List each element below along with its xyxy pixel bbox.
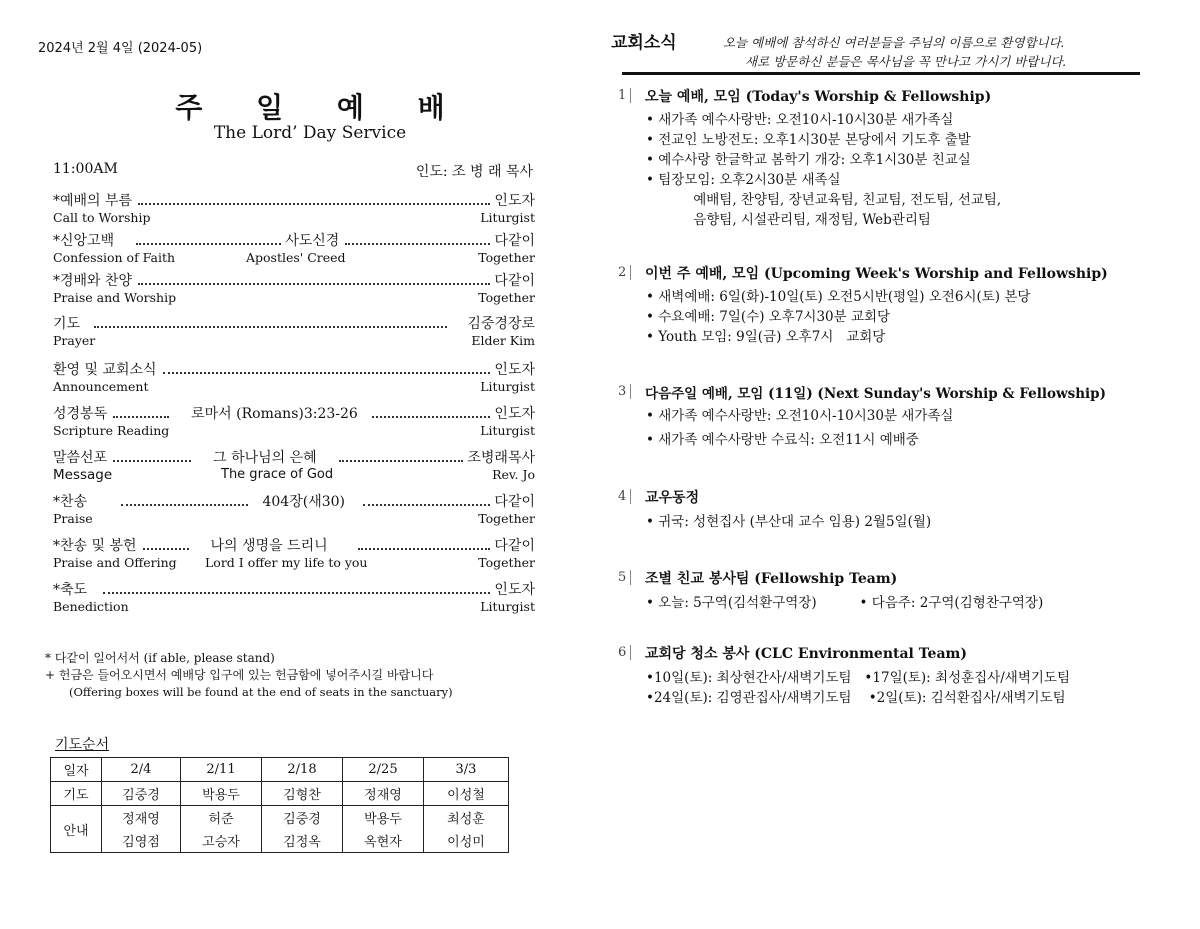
- list-item: • 새가족 예수사랑반 수료식: 오전11시 예배중: [646, 432, 919, 448]
- prayer-schedule-title: 기도순서: [55, 737, 110, 753]
- note-offering-en: (Offering boxes will be found at the end of seats in the sanctuary): [69, 685, 453, 699]
- table-cell: 정재영: [343, 782, 424, 806]
- table-cell: 기도: [51, 782, 102, 806]
- prayer-schedule-table: [50, 757, 509, 853]
- table-header-cell: 2/11: [181, 758, 262, 782]
- service-title-korean: 주 일 예 배: [175, 91, 467, 124]
- section-number: 3: [618, 384, 631, 399]
- table-cell: 정재영: [102, 806, 181, 830]
- order-item-prayer: [53, 314, 535, 352]
- order-item-right-en: Together: [478, 250, 535, 265]
- header-divider: [622, 72, 1140, 75]
- order-item-mid-en: Apostles' Creed: [246, 250, 346, 265]
- table-cell: 김형찬: [262, 782, 343, 806]
- list-item: •10일(토): 최상현간사/새벽기도팀 •17일(토): 최성훈집사/새벽기도팀: [646, 670, 1070, 686]
- order-item-ko: *예배의 부름: [53, 193, 133, 209]
- table-cell: 이성철: [424, 782, 509, 806]
- order-item-right: 인도자: [494, 582, 535, 598]
- order-item-right: 인도자: [494, 406, 535, 422]
- order-item-right: 인도자: [494, 362, 535, 378]
- order-item-mid: 그 하나님의 은혜: [213, 450, 317, 466]
- order-item-ko: 말씀선포: [53, 450, 108, 466]
- order-item-right: 다같이: [494, 273, 535, 289]
- order-item-praise-worship: [53, 271, 535, 309]
- service-leader: 인도: 조 병 래 목사: [415, 164, 533, 180]
- order-item-right-en: Liturgist: [480, 210, 535, 225]
- order-item-ko: 기도: [53, 316, 81, 332]
- list-item: • 새가족 예수사랑반: 오전10시-10시30분 새가족실: [646, 112, 954, 128]
- table-cell: 최성훈: [424, 806, 509, 830]
- order-item-right-en: Elder Kim: [471, 333, 535, 348]
- list-item: •24일(토): 김영관집사/새벽기도팀 •2일(토): 김석환집사/새벽기도팀: [646, 690, 1066, 706]
- service-time: 11:00AM: [53, 161, 118, 177]
- order-item-ko: *축도: [53, 582, 88, 598]
- service-title-english: The Lord’ Day Service: [213, 123, 407, 143]
- order-item-message: [53, 448, 535, 486]
- table-header-cell: 2/4: [102, 758, 181, 782]
- list-item: • 귀국: 성현집사 (부산대 교수 임용) 2월5일(월): [646, 514, 932, 530]
- section-number: 2: [618, 265, 631, 280]
- table-cell: 김영점: [102, 829, 181, 853]
- order-item-ko: 성경봉독: [53, 406, 108, 422]
- section-number: 1: [618, 88, 631, 103]
- order-item-right: 인도자: [494, 193, 535, 209]
- list-item: • Youth 모임: 9일(금) 오후7시 교회당: [646, 329, 886, 345]
- order-item-mid: 로마서 (Romans)3:23-26: [191, 406, 358, 422]
- order-item-right-en: Together: [478, 290, 535, 305]
- section-heading: 다음주일 예배, 모임 (11일) (Next Sunday's Worship & Fellowship): [645, 386, 1107, 402]
- order-item-en: Confession of Faith: [53, 250, 176, 265]
- order-item-mid: 404장(새30): [262, 494, 345, 510]
- section-heading: 오늘 예배, 모임 (Today's Worship & Fellowship): [645, 89, 992, 105]
- order-item-ko: *찬송: [53, 494, 88, 510]
- order-item-ko: 환영 및 교회소식: [53, 362, 157, 378]
- table-header-cell: 2/18: [262, 758, 343, 782]
- order-item-right-en: Together: [478, 511, 535, 526]
- list-item: • 새가족 예수사랑반: 오전10시-10시30분 새가족실: [646, 408, 954, 424]
- section-heading: 교회당 청소 봉사 (CLC Environmental Team): [645, 646, 967, 662]
- table-cell: 박용두: [181, 782, 262, 806]
- table-row: [51, 758, 509, 782]
- table-header-cell: 2/25: [343, 758, 424, 782]
- welcome-line-2: 새로 방문하신 분들은 목사님을 꼭 만나고 가시기 바랍니다.: [745, 54, 1067, 69]
- table-cell: 김중경: [262, 806, 343, 830]
- order-item-ko: *경배와 찬양: [53, 273, 133, 289]
- order-item-right: 다같이: [494, 494, 535, 510]
- order-item-right: 다같이: [494, 233, 536, 249]
- order-item-en: Scripture Reading: [53, 423, 170, 438]
- order-item-ko: *신앙고백: [53, 233, 115, 249]
- order-item-mid-en: The grace of God: [221, 467, 334, 482]
- news-title: 교회소식: [611, 33, 677, 53]
- order-item-en: Message: [53, 467, 113, 483]
- list-item: 음향팀, 시설관리팀, 재정팀, Web관리팀: [646, 212, 931, 228]
- table-cell: 옥현자: [343, 829, 424, 853]
- order-item-en: Praise and Offering: [53, 555, 177, 570]
- order-item-hymn: [53, 492, 535, 530]
- order-item-scripture: [53, 404, 535, 442]
- section-number: 4: [618, 489, 631, 504]
- order-item-call-to-worship: [53, 191, 535, 229]
- table-row: [51, 806, 509, 830]
- order-item-en: Praise: [53, 511, 93, 526]
- order-item-right: 김중경장로: [467, 316, 535, 332]
- section-number: 6: [618, 645, 631, 660]
- table-row: [51, 829, 509, 853]
- list-item: • 예수사랑 한글학교 봄학기 개강: 오후1시30분 친교실: [646, 152, 971, 168]
- order-item-right-en: Rev. Jo: [492, 467, 535, 482]
- order-item-benediction: [53, 580, 535, 618]
- order-item-en: Praise and Worship: [53, 290, 177, 305]
- order-item-right-en: Together: [478, 555, 535, 570]
- order-item-offering: [53, 536, 535, 574]
- list-item: • 수요예배: 7일(수) 오후7시30분 교회당: [646, 309, 891, 325]
- table-cell: 김정옥: [262, 829, 343, 853]
- list-item: 예배팀, 찬양팀, 장년교육팀, 친교팀, 전도팀, 선교팀,: [646, 192, 1002, 208]
- order-item-mid: 사도신경: [285, 233, 340, 249]
- worship-notes: [45, 650, 453, 701]
- table-header-cell: 3/3: [424, 758, 509, 782]
- order-item-right: 다같이: [494, 538, 535, 554]
- section-number: 5: [618, 570, 631, 585]
- order-item-en: Call to Worship: [53, 210, 151, 225]
- list-item: • 전교인 노방전도: 오후1시30분 본당에서 기도후 출발: [646, 132, 971, 148]
- order-item-right: 조병래목사: [467, 450, 535, 466]
- order-item-en: Announcement: [53, 379, 149, 394]
- order-item-right-en: Liturgist: [480, 379, 535, 394]
- table-header-cell: 일자: [51, 758, 102, 782]
- order-item-right-en: Liturgist: [480, 423, 535, 438]
- list-item: • 오늘: 5구역(김석환구역장) • 다음주: 2구역(김형찬구역장): [646, 595, 1044, 611]
- table-cell: 김중경: [102, 782, 181, 806]
- order-item-mid: 나의 생명을 드리니: [210, 538, 328, 554]
- note-offering: + 헌금은 들어오시면서 예배당 입구에 있는 헌금함에 넣어주시길 바랍니다: [45, 668, 434, 682]
- order-item-announcement: [53, 360, 535, 398]
- table-row: [51, 782, 509, 806]
- order-item-confession: [53, 231, 535, 269]
- order-item-en: Benediction: [53, 599, 129, 614]
- order-item-right-en: Liturgist: [480, 599, 535, 614]
- table-cell: 고승자: [181, 829, 262, 853]
- list-item: • 팀장모임: 오후2시30분 새족실: [646, 172, 841, 188]
- welcome-line-1: 오늘 예배에 참석하신 여러분들을 주님의 이름으로 환영합니다.: [723, 35, 1065, 50]
- table-cell: 이성미: [424, 829, 509, 853]
- note-stand: * 다같이 일어서서 (if able, please stand): [45, 651, 275, 665]
- order-item-ko: *찬송 및 봉헌: [53, 538, 137, 554]
- section-heading: 교우동정: [645, 490, 700, 506]
- section-heading: 조별 친교 봉사팀 (Fellowship Team): [645, 571, 898, 587]
- table-cell: 안내: [51, 806, 102, 853]
- list-item: • 새벽예배: 6일(화)-10일(토) 오전5시반(평일) 오전6시(토) 본당: [646, 289, 1031, 305]
- table-cell: 허준: [181, 806, 262, 830]
- order-item-mid-en: Lord I offer my life to you: [205, 555, 368, 570]
- table-cell: 박용두: [343, 806, 424, 830]
- section-heading: 이번 주 예배, 모임 (Upcoming Week's Worship and Fellowship): [645, 266, 1108, 282]
- bulletin-date: 2024년 2월 4일 (2024-05): [38, 41, 203, 56]
- order-item-en: Prayer: [53, 333, 96, 348]
